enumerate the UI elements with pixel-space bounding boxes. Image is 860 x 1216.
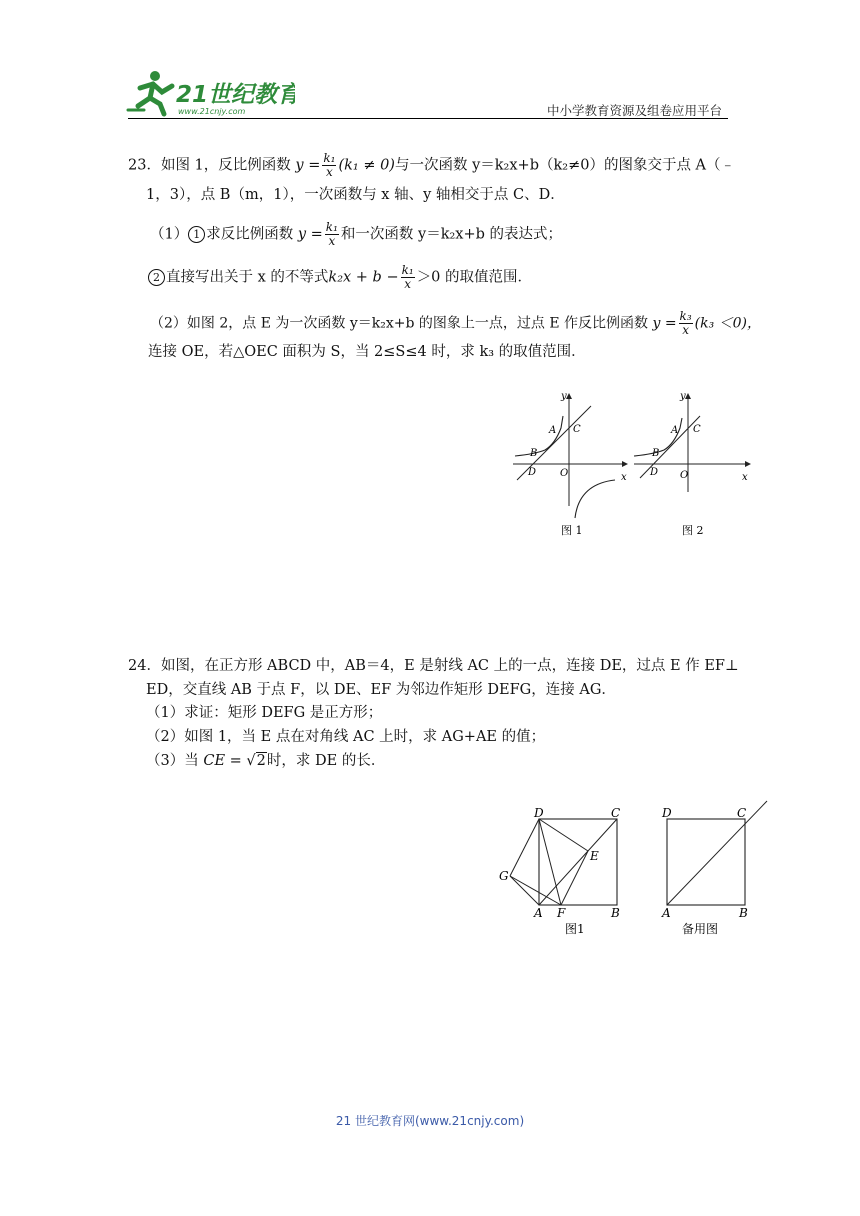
svg-text:D: D — [650, 467, 659, 478]
q24-figure-2 — [655, 797, 775, 944]
svg-text:A: A — [662, 906, 671, 920]
svg-text:C: C — [737, 806, 747, 820]
runner-icon — [128, 71, 172, 114]
svg-text:O: O — [560, 468, 569, 479]
footer-text: 21 世纪教育网(www.21cnjy.com) — [335, 1114, 525, 1128]
svg-text:y: y — [561, 391, 567, 402]
svg-text:F: F — [557, 906, 566, 920]
platform-name: 中小学教育资源及组卷应用平台 — [546, 103, 722, 118]
svg-text:D: D — [662, 806, 672, 820]
svg-text:y: y — [680, 391, 686, 402]
q23-figure-1 — [505, 388, 635, 547]
svg-text:x: x — [742, 472, 748, 483]
svg-text:A: A — [671, 425, 679, 436]
svg-text:图1: 图1 — [565, 922, 585, 936]
q23-line-1: 23．如图 1，反比例函数 y = $\frac{\text{k₁}}{x}$ (k₁ ≠ 0)与一次函数 y＝k₂x+b（k₂≠0）的图象交于点 A（﹣ — [128, 151, 736, 179]
svg-text:C: C — [693, 424, 701, 435]
q23-part1-2: 2 直接写出关于 x 的不等式k₂x + b − $\frac{\text{k₁}}{x}$ ＞0 的取值范围． — [148, 264, 532, 291]
q23-line-2: 1，3），点 B（m，1），一次函数与 x 轴、y 轴相交于点 C、D． — [146, 187, 565, 203]
svg-text:A: A — [534, 906, 543, 920]
svg-text:G: G — [499, 869, 509, 883]
svg-text:图 1: 图 1 — [561, 524, 583, 537]
svg-text:C: C — [611, 806, 621, 820]
header-divider — [128, 118, 728, 119]
q23-part1-1: （1） 1 求反比例函数 y = $\frac{\text{k₁}}{x}$ 和一次函数 y＝k₂x+b 的表达式； — [150, 220, 563, 248]
svg-text:B: B — [652, 448, 660, 459]
svg-text:A: A — [549, 425, 557, 436]
q23-fraction-k1: $\frac{\text{k₁}}{x}$ — [323, 151, 336, 179]
q24-line-4: （2）如图 1，当 E 点在对角线 AC 上时，求 AG+AE 的值； — [146, 729, 546, 745]
q24-figure-1 — [495, 805, 635, 944]
q23-part2-1: （2）如图 2，点 E 为一次函数 y＝k₂x+b 的图象上一点，过点 E 作反比例函数 y = $\frac{\text{k₃}}{x}$ (k₃ ＜0)， — [150, 309, 762, 337]
svg-text:B: B — [739, 906, 748, 920]
logo-url-text: www.21cnjy.com — [178, 107, 246, 116]
svg-text:D: D — [534, 806, 544, 820]
q23-figure-2 — [630, 388, 755, 547]
logo-main-text: 21世纪教育 — [176, 82, 295, 108]
svg-text:x: x — [621, 472, 627, 483]
q24-line-2: ED，交直线 AB 于点 F，以 DE、EF 为邻边作矩形 DEFG，连接 AG． — [146, 682, 616, 698]
q24-line-3: （1）求证：矩形 DEFG 是正方形； — [146, 705, 383, 721]
q23-part2-2: 连接 OE，若△OEC 面积为 S，当 2≤S≤4 时，求 k₃ 的取值范围． — [148, 344, 586, 360]
svg-text:O: O — [680, 470, 689, 481]
svg-text:B: B — [611, 906, 620, 920]
q24-line-5: （3）当 CE = √2时，求 DE 的长． — [146, 753, 386, 769]
svg-text:E: E — [590, 849, 599, 863]
svg-text:D: D — [528, 467, 537, 478]
svg-text:图 2: 图 2 — [682, 524, 704, 537]
svg-text:备用图: 备用图 — [682, 922, 719, 936]
svg-text:B: B — [530, 448, 538, 459]
site-logo — [120, 66, 295, 120]
svg-text:C: C — [573, 424, 581, 435]
q24-line-1: 24．如图，在正方形 ABCD 中，AB＝4，E 是射线 AC 上的一点，连接 DE，过点 E 作 EF⊥ — [128, 658, 739, 674]
